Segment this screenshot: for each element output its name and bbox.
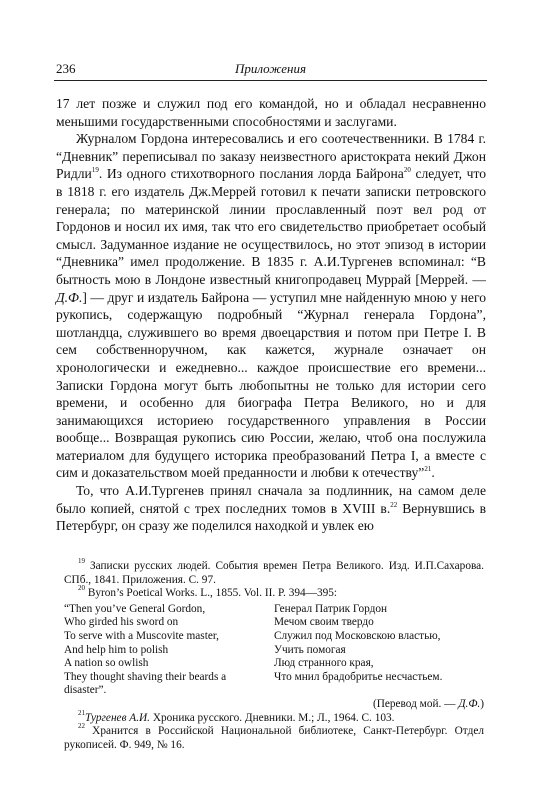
poem-en-line: And help him to polish xyxy=(64,643,169,656)
footnote-21 xyxy=(64,708,484,726)
paragraph-2-part-a: . Из одного стихотворного послания лорда Байрона xyxy=(98,166,404,182)
footnote-20 xyxy=(64,584,484,601)
paragraph-2-part-c: ] — друг и издатель Байрона — уступил мне найденную мною у него рукопись, содержащую подробный “Журнал генерала Гордона”, шотландца, служившего во время двоецарствия и потом при Петре I. В сем собственноручном, как кажется, журнале означает он хронологически и ежедневно... каждое происшествие его времени... Записки Гордона могут быть любопытны не только для истории сего времени, и особенно для биографа Петра Великого, но и для занимающихся историею государственного управления в России вообще... Возвращая рукопись сию России, желаю, чтоб она послужила материалом для будущего историка преобразований Петра I, а вместе с сим и доказательством моей преданности и любви к отечеству” xyxy=(56,289,486,481)
paragraph-2-part-b: следует, что в 1818 г. его издатель Дж.Меррей готовил к печати записки петровского генерала; по материнской линии прославленный поэт вел род от Гордонов и носил их имя, так что его свидетельство приобретает особый смысл. Задуманное издание не осуществилось, но этот эпизод в истории “Дневника” имел продолжение. В 1835 г. А.И.Тургенев вспоминал: “В бытность мою в Лондоне известный книгопродавец Муррай [Меррей. — xyxy=(56,166,486,287)
footnote-21-author: Тургенев А.И. xyxy=(85,711,151,724)
byron-poem xyxy=(64,603,484,698)
footnote-19-number: 19 xyxy=(78,557,85,565)
translation-note-a: (Перевод мой. — xyxy=(372,697,459,710)
footnote-ref-21[interactable]: 21 xyxy=(424,465,432,474)
footnote-21-number: 21 xyxy=(78,708,85,717)
editor-initials: Д.Ф. xyxy=(56,289,83,305)
poem-en-line: Who girded his sword on xyxy=(64,616,179,629)
page-header xyxy=(54,58,487,81)
paragraph-3-start: То, что А.И.Тургенев принял сначала за подлинник, на самом деле было копией, снятой с трех последних томов в XVIII в. xyxy=(56,483,486,516)
poem-en-line: disaster”. xyxy=(64,684,107,697)
paragraph-3 xyxy=(56,482,486,535)
page-number: 236 xyxy=(56,61,76,76)
paragraph-1: 17 лет позже и служил под его командой, но и обладал несравненно меньшими государственными способностями и заслугами. xyxy=(56,96,486,129)
footnote-22-text: Хранится в Российской Национальной библиотеке, Санкт-Петербург. Отдел рукописей. Ф. 949, № 16. xyxy=(64,725,484,751)
running-head: Приложения xyxy=(234,61,307,76)
poem-en-line: A nation so owlish xyxy=(64,657,149,670)
footnote-22-number: 22 xyxy=(78,722,85,731)
poem-ru-line: Учить помогая xyxy=(274,643,346,656)
footnote-20-text: Byron’s Poetical Works. L., 1855. Vol. II. P. 394—395: xyxy=(85,587,338,600)
poem-ru-line: Люд странного края, xyxy=(274,657,374,670)
poem-ru-line: Служил под Московскою властью, xyxy=(274,629,441,642)
translation-note xyxy=(64,698,484,712)
paragraph-2-end: . xyxy=(431,465,435,481)
poem-russian xyxy=(274,603,484,698)
poem-en-line: They thought shaving their beards a xyxy=(64,670,227,683)
translation-note-initials: Д.Ф. xyxy=(458,697,481,710)
footnote-19 xyxy=(64,557,484,587)
main-text xyxy=(56,95,486,535)
paragraph-3-tail: Вернувшись в Петербург, он сразу же поделился находкой и увлек ею xyxy=(56,500,486,534)
poem-en-line: To serve with a Muscovite master, xyxy=(64,629,219,642)
poem-ru-line: Что мнил брадобритье несчастьем. xyxy=(274,670,443,683)
poem-english xyxy=(64,603,274,698)
footnote-ref-22[interactable]: 22 xyxy=(390,500,398,509)
footnote-19-text: Записки русских людей. События времен Петра Великого. Изд. И.П.Сахарова. СПб., 1841. Приложения. С. 97. xyxy=(64,560,484,586)
footnote-20-number: 20 xyxy=(78,584,85,593)
footnote-ref-19[interactable]: 19 xyxy=(91,166,99,175)
paragraph-2 xyxy=(56,130,486,482)
footnote-21-text: Хроника русского. Дневники. М.; Л., 1964. С. 103. xyxy=(150,711,395,724)
poem-ru-line: Мечом своим твердо xyxy=(274,616,374,629)
footnote-22 xyxy=(64,722,484,752)
footnote-ref-20[interactable]: 20 xyxy=(403,166,411,175)
footnotes xyxy=(64,557,484,752)
poem-ru-line: Генерал Патрик Гордон xyxy=(274,602,388,615)
paragraph-2-start: Журналом Гордона интересовались и его соотечественники. В 1784 г. “Дневник” переписывал по заказу неизвестного аристократа некий Джон Ридли xyxy=(56,131,486,182)
poem-en-line: “Then you’ve General Gordon, xyxy=(64,602,206,615)
translation-note-c: ) xyxy=(480,697,484,710)
